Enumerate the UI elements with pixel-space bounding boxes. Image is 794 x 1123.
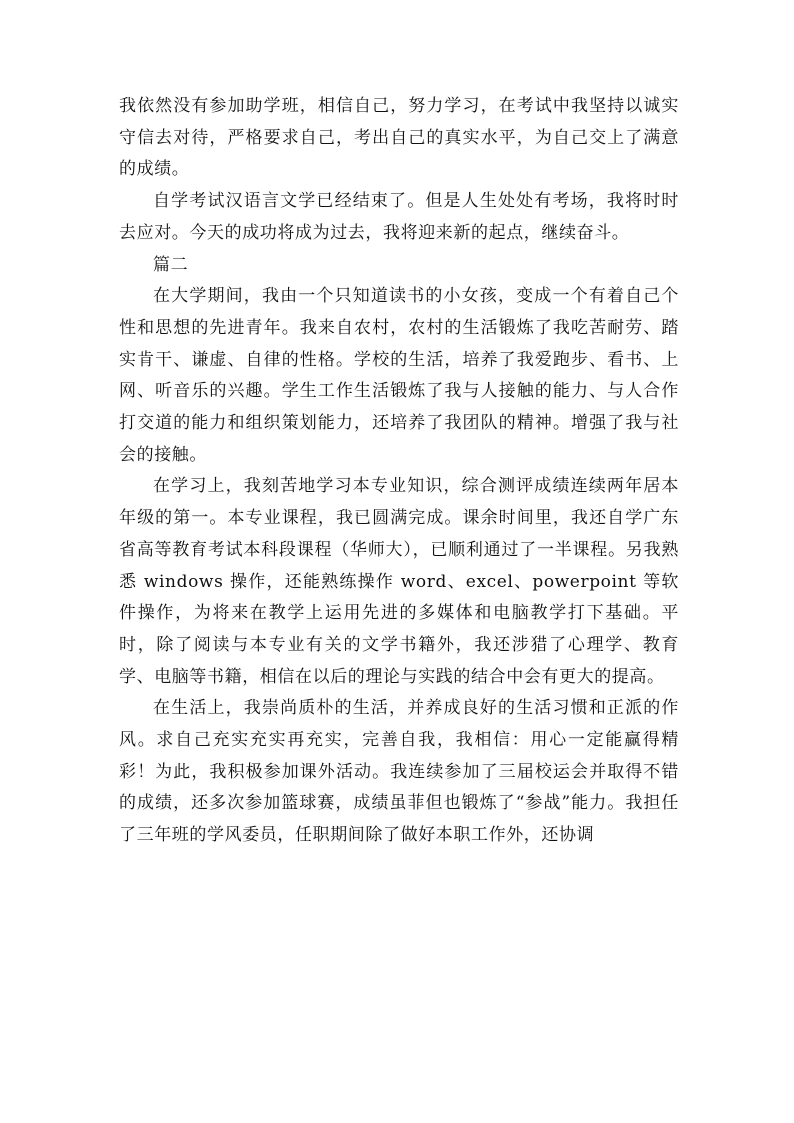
paragraph-study: 在学习上，我刻苦地学习本专业知识，综合测评成绩连续两年居本年级的第一。本专业课程，我已圆满完成。课余时间里，我还自学广东省高等教育考试本科段课程（华师大），已顺利通过了一半课程。另我熟悉 windows 操作，还能熟练操作 word、excel、powerpoint 等软件操作，为将来在教学上运用先进的多媒体和电脑教学打下基础。平时，除了阅读与本专业有关的文学书籍外，我还涉猎了心理学、教育学、电脑等书籍，相信在以后的理论与实践的结合中会有更大的提高。 — [119, 476, 679, 687]
paragraph-continuation: 我依然没有参加助学班，相信自己，努力学习，在考试中我坚持以诚实守信去对待，严格要求自己，考出自己的真实水平，为自己交上了满意的成绩。 — [119, 96, 679, 180]
paragraph-conclusion: 自学考试汉语言文学已经结束了。但是人生处处有考场，我将时时去应对。今天的成功将成为过去，我将迎来新的起点，继续奋斗。 — [119, 191, 679, 243]
document-body — [119, 91, 679, 852]
paragraph-life: 在生活上，我崇尚质朴的生活，并养成良好的生活习惯和正派的作风。求自己充实充实再充实，完善自我，我相信：用心一定能赢得精彩！为此，我积极参加课外活动。我连续参加了三届校运会并取得不错的成绩，还多次参加篮球赛，成绩虽菲但也锻炼了“参战”能力。我担任了三年班的学风委员，任职期间除了做好本职工作外，还协调 — [119, 698, 679, 846]
paragraph-college-period: 在大学期间，我由一个只知道读书的小女孩，变成一个有着自己个性和思想的先进青年。我来自农村，农村的生活锻炼了我吃苦耐劳、踏实肯干、谦虚、自律的性格。学校的生活，培养了我爱跑步、看书、上网、听音乐的兴趣。学生工作生活锻炼了我与人接触的能力、与人合作打交道的能力和组织策划能力，还培养了我团队的精神。增强了我与社会的接触。 — [119, 286, 679, 465]
section-heading: 篇二 — [153, 254, 189, 275]
